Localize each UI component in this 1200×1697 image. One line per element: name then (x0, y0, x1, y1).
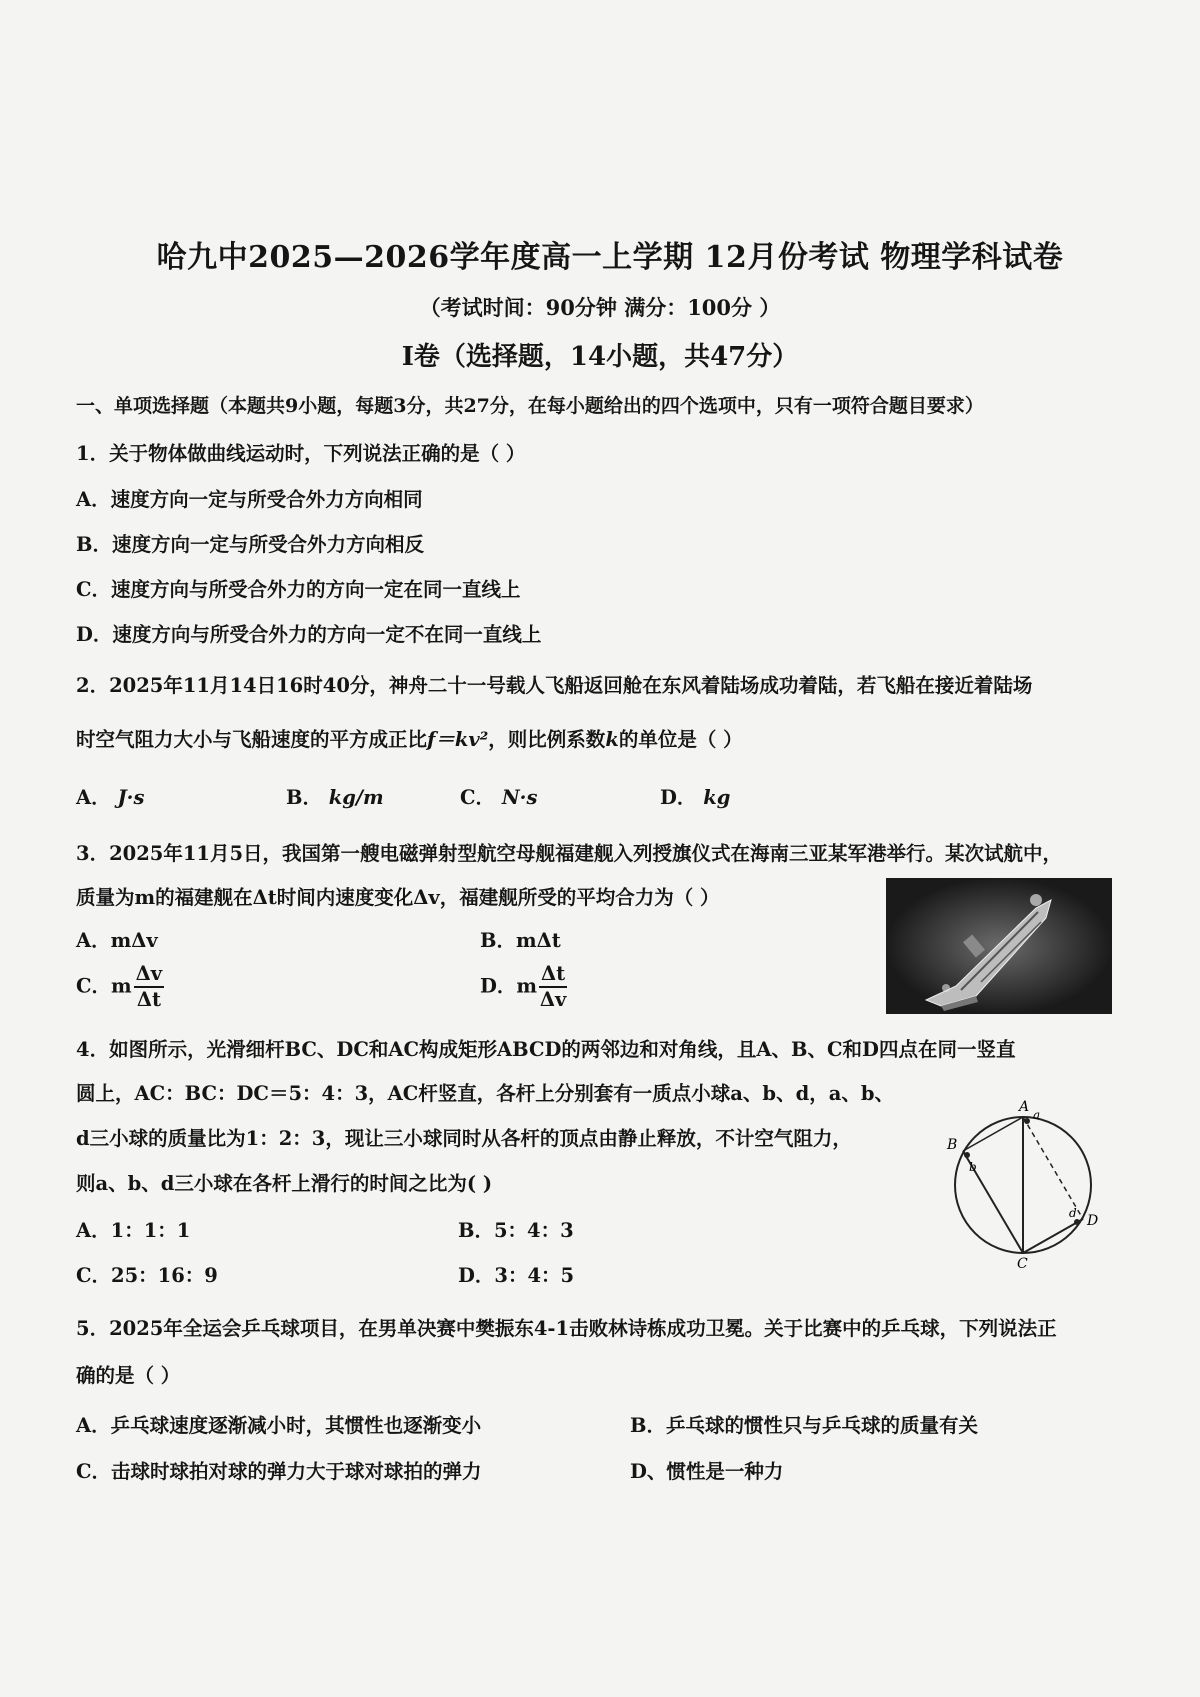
label-b-point: B (947, 1137, 958, 1153)
q4-option-c: C．25：16：9 (76, 1264, 218, 1287)
q5-option-d: D、惯性是一种力 (630, 1460, 784, 1483)
q2-formula: f＝kv² (427, 728, 489, 751)
q4-stem-line2: 圆上，AC：BC：DC＝5：4：3，AC杆竖直，各杆上分别套有一质点小球a、b、d，a、b、 (76, 1082, 894, 1105)
label-b-ball: b (969, 1160, 977, 1174)
ball-b (964, 1152, 970, 1158)
aircraft-carrier-photo (886, 878, 1112, 1014)
q2-variable: k (605, 728, 619, 751)
q1-option-a: A．速度方向一定与所受合外力方向相同 (76, 488, 423, 511)
q3-stem-line1: 3．2025年11月5日，我国第一艘电磁弹射型航空母舰福建舰入列授旗仪式在海南三亚某军港举行。某次试航中， (76, 842, 1063, 865)
q1-stem: 1．关于物体做曲线运动时，下列说法正确的是（ ） (76, 442, 526, 465)
label-d-point: D (1087, 1213, 1099, 1229)
q5-stem-line2: 确的是（ ） (76, 1364, 181, 1387)
q3-option-b: B．mΔt (480, 929, 561, 952)
q4-option-b: B．5：4：3 (458, 1219, 574, 1242)
section-heading: 一、单项选择题（本题共9小题，每题3分，共27分，在每小题给出的四个选项中，只有一项符合题目要求） (76, 395, 984, 417)
q1-option-c: C．速度方向与所受合外力的方向一定在同一直线上 (76, 578, 521, 601)
carrier-illustration (886, 878, 1112, 1014)
q2-stem-line1: 2．2025年11月14日16时40分，神舟二十一号载人飞船返回舱在东风着陆场成功着陆，若飞船在接近着陆场 (76, 674, 1033, 697)
q5-stem-line1: 5．2025年全运会乒乓球项目，在男单决赛中樊振东4-1击败林诗栋成功卫冕。关于比赛中的乒乓球，下列说法正 (76, 1317, 1057, 1340)
q5-option-b: B．乒乓球的惯性只与乒乓球的质量有关 (630, 1414, 978, 1437)
exam-title: 哈九中2025—2026学年度高一上学期 12月份考试 物理学科试卷 (156, 240, 1064, 275)
q3-option-a: A．mΔv (76, 929, 158, 952)
q2-option-c: C． N·s (460, 786, 538, 809)
q4-option-d: D．3：4：5 (458, 1264, 575, 1287)
q5-option-a: A．乒乓球速度逐渐减小时，其惯性也逐渐变小 (76, 1414, 482, 1437)
ball-a (1024, 1118, 1030, 1124)
circle-rods-diagram (945, 1085, 1105, 1270)
label-c-point: C (1017, 1256, 1028, 1270)
q2-stem-text: 时空气阻力大小与飞船速度的平方成正比 (76, 728, 428, 751)
q2-stem-line2 (76, 726, 743, 754)
q2-option-a: A． J·s (76, 786, 145, 809)
q1-option-d: D．速度方向与所受合外力的方向一定不在同一直线上 (76, 623, 542, 646)
rod-dc (1023, 1219, 1083, 1253)
q3-option-d: D．m $\frac{\Delta t}{\Delta v}$ (480, 962, 567, 1011)
q3-stem-line2: 质量为m的福建舰在Δt时间内速度变化Δv，福建舰所受的平均合力为（ ） (76, 886, 720, 909)
side-ab (963, 1117, 1023, 1151)
q2-option-d: D． kg (660, 786, 731, 809)
q2-option-b: B． kg/m (286, 786, 384, 809)
q2-stem-text3: 的单位是（ ） (618, 728, 743, 751)
q1-option-b: B．速度方向一定与所受合外力方向相反 (76, 533, 424, 556)
exam-subtitle: （考试时间：90分钟 满分：100分 ） (419, 295, 781, 320)
side-ad-dashed (1023, 1117, 1083, 1219)
part-title: I卷（选择题，14小题，共47分） (401, 342, 799, 372)
q4-stem-line3: d三小球的质量比为1：2：3，现让三小球同时从各杆的顶点由静止释放，不计空气阻力， (76, 1127, 852, 1150)
q4-stem-line4: 则a、b、d三小球在各杆上滑行的时间之比为( ) (76, 1172, 493, 1195)
q3-option-c: C．m $\frac{\Delta v}{\Delta t}$ (76, 962, 163, 1011)
label-a-point: A (1019, 1099, 1030, 1115)
label-a-ball: a (1033, 1108, 1041, 1122)
q4-stem-line1: 4．如图所示，光滑细杆BC、DC和AC构成矩形ABCD的两邻边和对角线，且A、B、C和D四点在同一竖直 (76, 1038, 1016, 1061)
label-d-ball: d (1069, 1206, 1077, 1220)
q4-option-a: A．1：1：1 (76, 1219, 191, 1242)
q2-stem-text2: ，则比例系数 (488, 728, 606, 751)
q5-option-c: C．击球时球拍对球的弹力大于球对球拍的弹力 (76, 1460, 482, 1483)
